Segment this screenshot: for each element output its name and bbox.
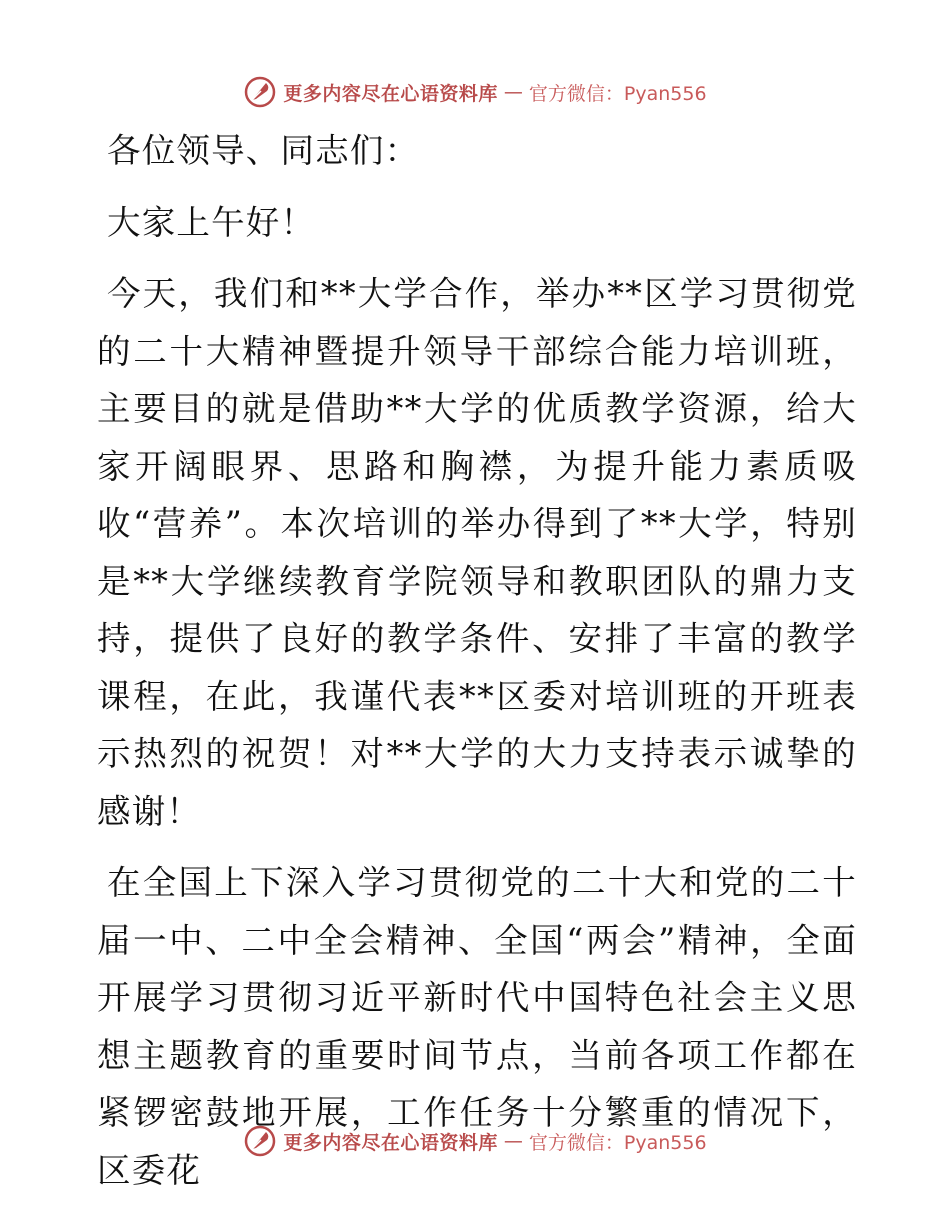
watermark-site-name: 更多内容尽在心语资料库	[283, 82, 498, 105]
salutation: 各位领导、同志们：	[107, 131, 420, 170]
watermark-dash: —	[503, 81, 523, 103]
feather-pen-icon	[243, 75, 277, 109]
footer-watermark	[0, 1121, 950, 1161]
watermark-dash: —	[503, 1130, 523, 1152]
watermark-wechat: 官方微信：Pyan556	[528, 1131, 707, 1154]
watermark-wechat: 官方微信：Pyan556	[528, 82, 707, 105]
feather-pen-icon	[243, 1124, 277, 1158]
document-body	[97, 122, 857, 1213]
watermark-site-name: 更多内容尽在心语资料库	[283, 1131, 498, 1154]
header-watermark	[0, 72, 950, 112]
paragraph-intro: 今天，我们和**大学合作，举办**区学习贯彻党的二十大精神暨提升领导干部综合能力培训班，主要目的就是借助**大学的优质教学资源，给大家开阔眼界、思路和胸襟，为提升能力素质吸收“营养”。本次培训的举办得到了**大学，特别是**大学继续教育学院领导和教职团队的鼎力支持，提供了良好的教学条件、安排了丰富的教学课程，在此，我谨代表**区委对培训班的开班表示热烈的祝贺！对**大学的大力支持表示诚挚的感谢！	[97, 274, 857, 831]
paragraph-context: 在全国上下深入学习贯彻党的二十大和党的二十届一中、二中全会精神、全国“两会”精神，全面开展学习贯彻习近平新时代中国特色社会主义思想主题教育的重要时间节点，当前各项工作都在紧锣密鼓地开展，工作任务十分繁重的情况下，区委花	[97, 863, 857, 1190]
greeting: 大家上午好！	[107, 202, 316, 242]
